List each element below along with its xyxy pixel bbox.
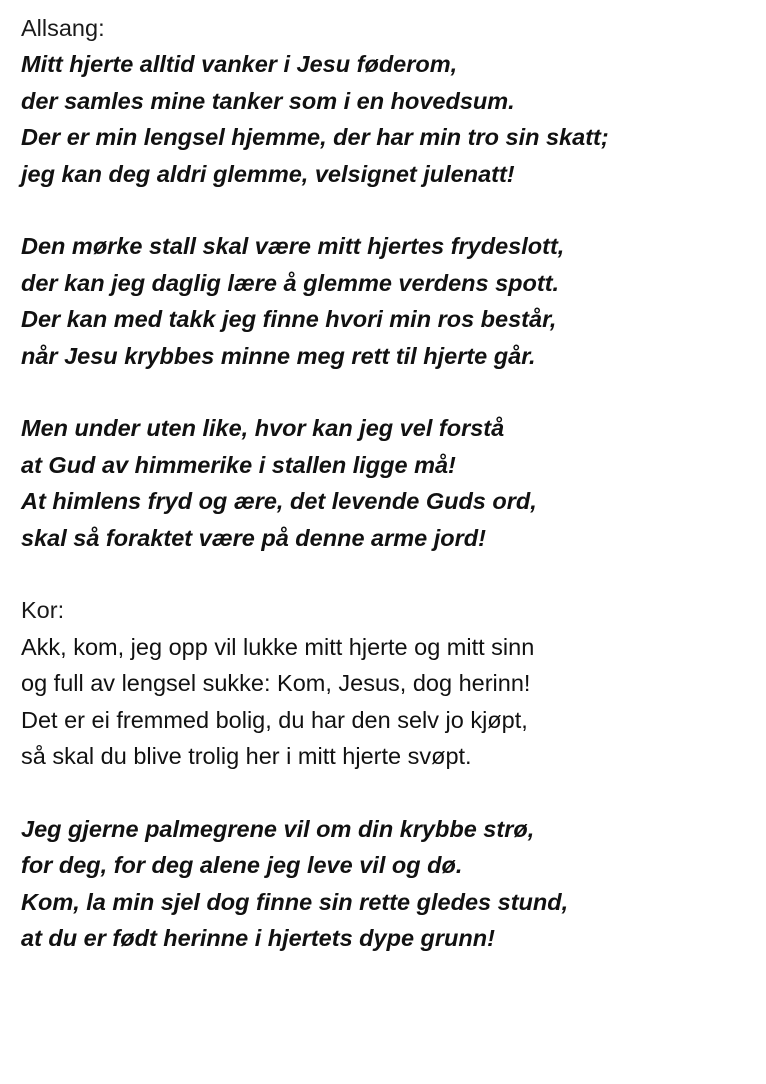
section-label-allsang: Allsang: [21, 15, 105, 41]
stanza-1 [21, 10, 756, 192]
stanza-3 [21, 410, 756, 556]
stanza-line: Akk, kom, jeg opp vil lukke mitt hjerte og mitt sinn [21, 633, 535, 660]
stanza-line: Det er ei fremmed bolig, du har den selv jo kjøpt, [21, 706, 528, 733]
stanza-line: at du er født herinne i hjertets dype grunn! [21, 925, 495, 952]
stanza-line: Kom, la min sjel dog finne sin rette gledes stund, [21, 888, 569, 915]
stanza-line: Den mørke stall skal være mitt hjertes frydeslott, [21, 233, 565, 260]
stanza-line: at Gud av himmerike i stallen ligge må! [21, 451, 456, 478]
stanza-spacer [21, 556, 756, 592]
stanza-spacer [21, 774, 756, 810]
stanza-line: jeg kan deg aldri glemme, velsignet julenatt! [21, 160, 515, 187]
stanza-5 [21, 811, 756, 957]
section-label-kor: Kor: [21, 597, 65, 624]
stanza-line: Mitt hjerte alltid vanker i Jesu føderom, [21, 51, 458, 78]
stanza-line: der kan jeg daglig lære å glemme verdens spott. [21, 269, 560, 296]
stanza-line: skal så foraktet være på denne arme jord! [21, 524, 486, 551]
stanza-line: At himlens fryd og ære, det levende Guds ord, [21, 488, 537, 515]
lyrics-document [21, 10, 756, 957]
stanza-line: så skal du blive trolig her i mitt hjerte svøpt. [21, 743, 472, 770]
stanza-line: Der er min lengsel hjemme, der har min tro sin skatt; [21, 124, 609, 151]
stanza-line: Jeg gjerne palmegrene vil om din krybbe strø, [21, 815, 535, 842]
stanza-line: for deg, for deg alene jeg leve vil og dø. [21, 852, 463, 879]
stanza-line: og full av lengsel sukke: Kom, Jesus, dog herinn! [21, 670, 531, 697]
stanza-line: Men under uten like, hvor kan jeg vel forstå [21, 415, 505, 442]
stanza-spacer [21, 192, 756, 228]
stanza-line: der samles mine tanker som i en hovedsum. [21, 87, 515, 114]
stanza-spacer [21, 374, 756, 410]
stanza-4-chorus [21, 592, 756, 774]
stanza-2 [21, 228, 756, 374]
stanza-line: når Jesu krybbes minne meg rett til hjerte går. [21, 342, 536, 369]
stanza-line: Der kan med takk jeg finne hvori min ros består, [21, 306, 557, 333]
